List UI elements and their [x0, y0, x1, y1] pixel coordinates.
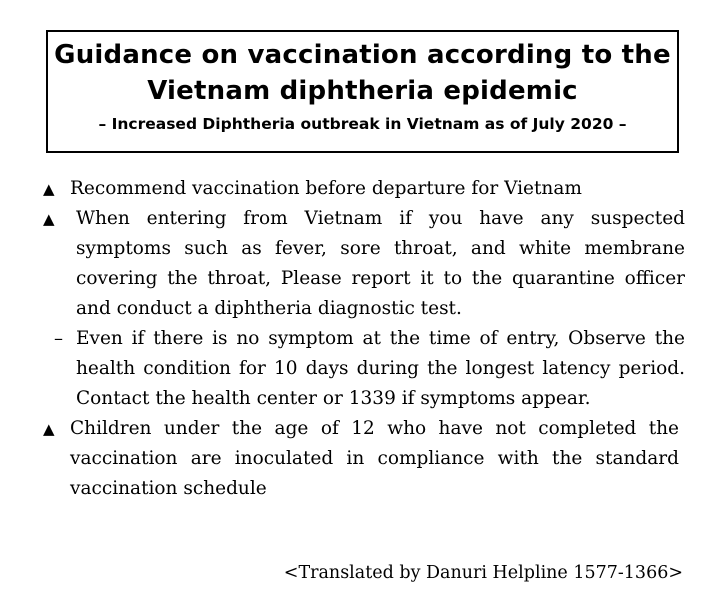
list-item-children-vaccination — [43, 414, 679, 504]
guidance-list — [0, 174, 727, 504]
dash-bullet: – — [54, 328, 63, 349]
translation-credit: <Translated by Danuri Helpline 1577-1366> — [283, 563, 683, 583]
page-title-line-2: Vietnam diphtheria epidemic — [147, 76, 578, 106]
page-title-line-1: Guidance on vaccination according to the — [54, 40, 671, 70]
list-item-report-symptoms — [43, 204, 685, 324]
triangle-bullet-icon: ▲ — [43, 420, 55, 438]
list-item-text: Recommend vaccination before departure for Vietnam — [70, 178, 582, 199]
list-item-text: Children under the age of 12 who have not completed the vaccination are inoculated in compliance with the standard vaccination schedule — [70, 418, 679, 499]
triangle-bullet-icon: ▲ — [43, 180, 55, 198]
list-item-text: Even if there is no symptom at the time of entry, Observe the health condition for 10 days during the longest latency period. Contact the health center or 1339 if symptoms appear. — [76, 328, 685, 409]
list-item-vaccination-before-departure — [43, 174, 679, 204]
list-item-text: When entering from Vietnam if you have any suspected symptoms such as fever, sore throat, and white membrane covering the throat, Please report it to the quarantine officer and conduct a diphtheria diagnostic test. — [76, 208, 685, 319]
page-subtitle: – Increased Diphtheria outbreak in Vietnam as of July 2020 – — [98, 115, 627, 133]
title-box — [46, 30, 679, 153]
triangle-bullet-icon: ▲ — [43, 210, 55, 228]
list-item-observe-health — [54, 324, 685, 414]
